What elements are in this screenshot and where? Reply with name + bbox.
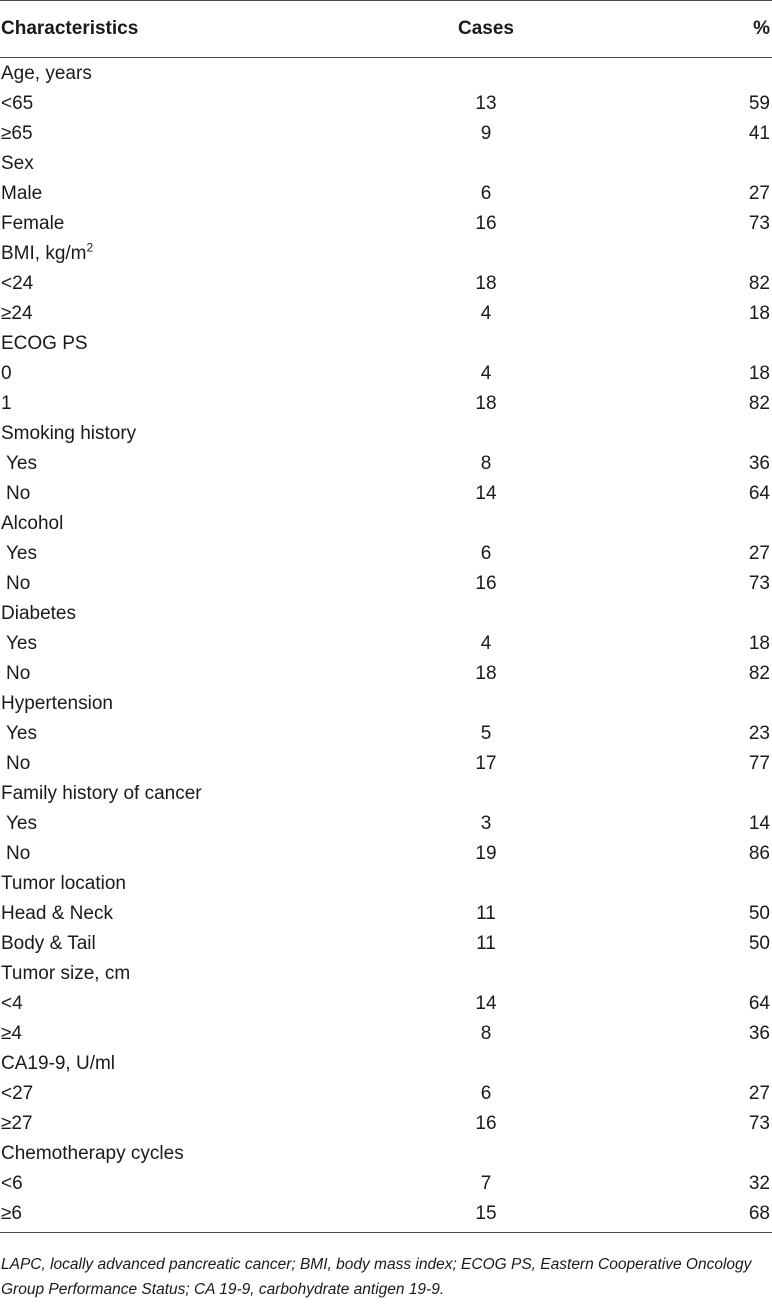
table-row bbox=[0, 689, 772, 719]
row-percent: 82 bbox=[748, 663, 770, 684]
row-label bbox=[6, 723, 37, 745]
row-label-text: <65 bbox=[1, 93, 34, 114]
row-label bbox=[1, 213, 64, 235]
row-label-text: Body & Tail bbox=[1, 933, 96, 954]
row-label bbox=[1, 1053, 115, 1075]
row-label-text: Yes bbox=[6, 633, 37, 654]
table-row bbox=[0, 269, 772, 299]
row-label bbox=[1, 993, 23, 1015]
row-cases: 18 bbox=[475, 273, 497, 294]
table-row bbox=[0, 1049, 772, 1079]
row-percent: 18 bbox=[748, 363, 770, 384]
row-label-text: No bbox=[6, 573, 31, 594]
row-cases: 7 bbox=[480, 1173, 492, 1194]
row-percent: 41 bbox=[748, 123, 770, 144]
row-label-text: <24 bbox=[1, 273, 34, 294]
row-label-text: Chemotherapy cycles bbox=[1, 1143, 184, 1164]
table-bottom-rule bbox=[0, 1232, 772, 1233]
row-label-text: <27 bbox=[1, 1083, 34, 1104]
row-label bbox=[1, 333, 88, 355]
row-label bbox=[6, 453, 37, 475]
row-percent: 73 bbox=[748, 573, 770, 594]
row-label-text: Tumor size, cm bbox=[1, 963, 131, 984]
row-label-text: No bbox=[6, 843, 31, 864]
row-label bbox=[1, 63, 92, 85]
row-cases: 16 bbox=[475, 573, 497, 594]
row-percent: 50 bbox=[748, 903, 770, 924]
row-cases: 8 bbox=[480, 453, 492, 474]
table-row bbox=[0, 1169, 772, 1199]
row-percent: 27 bbox=[748, 543, 770, 564]
row-label bbox=[6, 483, 30, 505]
row-percent: 18 bbox=[748, 303, 770, 324]
row-label-text: <6 bbox=[1, 1173, 23, 1194]
table-row bbox=[0, 659, 772, 689]
row-label bbox=[6, 573, 30, 595]
row-label bbox=[6, 813, 37, 835]
row-label-text: <4 bbox=[1, 993, 23, 1014]
row-label-text: Head & Neck bbox=[1, 903, 113, 924]
table-row bbox=[0, 509, 772, 539]
row-label bbox=[1, 603, 76, 625]
row-label-text: Male bbox=[1, 183, 43, 204]
table-row bbox=[0, 959, 772, 989]
row-cases: 18 bbox=[475, 393, 497, 414]
row-percent: 64 bbox=[748, 993, 770, 1014]
table-row bbox=[0, 1199, 772, 1229]
row-label bbox=[1, 873, 126, 895]
table-row bbox=[0, 1139, 772, 1169]
table-row bbox=[0, 119, 772, 149]
row-label-text: ≥65 bbox=[1, 123, 33, 144]
table-footnote: LAPC, locally advanced pancreatic cancer; BMI, body mass index; ECOG PS, Eastern Cooperative Oncology Group Performance Status; CA 19-9, carbohydrate antigen 19-9. bbox=[1, 1256, 752, 1298]
header-percent: % bbox=[753, 18, 770, 39]
row-label-text: Female bbox=[1, 213, 65, 234]
row-label bbox=[1, 1173, 23, 1195]
row-label bbox=[6, 543, 37, 565]
row-cases: 14 bbox=[475, 993, 497, 1014]
row-label bbox=[1, 903, 113, 925]
table-row bbox=[0, 569, 772, 599]
row-percent: 27 bbox=[748, 1083, 770, 1104]
row-cases: 17 bbox=[475, 753, 497, 774]
row-label bbox=[1, 1113, 33, 1135]
table-row bbox=[0, 419, 772, 449]
table-row bbox=[0, 1019, 772, 1049]
table-row bbox=[0, 209, 772, 239]
row-label bbox=[1, 1083, 33, 1105]
row-percent: 50 bbox=[748, 933, 770, 954]
row-label-text: ≥27 bbox=[1, 1113, 33, 1134]
row-label-text: ≥24 bbox=[1, 303, 33, 324]
row-label-text: 1 bbox=[1, 393, 12, 414]
row-label bbox=[1, 933, 96, 955]
row-percent: 23 bbox=[748, 723, 770, 744]
row-label-text: Yes bbox=[6, 453, 37, 474]
row-label-text: No bbox=[6, 483, 31, 504]
row-percent: 27 bbox=[748, 183, 770, 204]
row-percent: 82 bbox=[748, 393, 770, 414]
table-row bbox=[0, 899, 772, 929]
table-row bbox=[0, 539, 772, 569]
row-label-text: Sex bbox=[1, 153, 34, 174]
row-cases: 5 bbox=[480, 723, 492, 744]
table-row bbox=[0, 989, 772, 1019]
table-row bbox=[0, 329, 772, 359]
row-label bbox=[1, 393, 12, 415]
row-label-text: BMI, kg/m bbox=[1, 243, 87, 264]
table-row bbox=[0, 179, 772, 209]
row-cases: 6 bbox=[480, 183, 492, 204]
row-label-text: Family history of cancer bbox=[1, 783, 202, 804]
row-label bbox=[6, 753, 30, 775]
row-label bbox=[1, 963, 130, 985]
row-label bbox=[1, 153, 34, 175]
table-row bbox=[0, 839, 772, 869]
row-label-text: Yes bbox=[6, 543, 37, 564]
row-cases: 15 bbox=[475, 1203, 497, 1224]
row-cases: 3 bbox=[480, 813, 492, 834]
row-label-text: Alcohol bbox=[1, 513, 64, 534]
row-percent: 32 bbox=[748, 1173, 770, 1194]
table-row bbox=[0, 809, 772, 839]
row-label-text: Smoking history bbox=[1, 423, 137, 444]
row-label-text: Hypertension bbox=[1, 693, 113, 714]
table-row bbox=[0, 719, 772, 749]
row-cases: 4 bbox=[480, 633, 492, 654]
row-cases: 16 bbox=[475, 1113, 497, 1134]
row-cases: 6 bbox=[480, 1083, 492, 1104]
row-label bbox=[1, 363, 12, 385]
row-label bbox=[1, 1023, 22, 1045]
row-label-text: Age, years bbox=[1, 63, 92, 84]
row-percent: 77 bbox=[748, 753, 770, 774]
row-percent: 68 bbox=[748, 1203, 770, 1224]
row-label bbox=[1, 1143, 184, 1165]
row-label-superscript: 2 bbox=[86, 240, 94, 255]
row-percent: 36 bbox=[748, 453, 770, 474]
row-label-text: CA19-9, U/ml bbox=[1, 1053, 116, 1074]
row-percent: 64 bbox=[748, 483, 770, 504]
row-label bbox=[1, 93, 33, 115]
row-percent: 59 bbox=[748, 93, 770, 114]
row-percent: 14 bbox=[748, 813, 770, 834]
table-row bbox=[0, 479, 772, 509]
row-percent: 82 bbox=[748, 273, 770, 294]
row-cases: 6 bbox=[480, 543, 492, 564]
row-label-text: No bbox=[6, 753, 31, 774]
row-percent: 86 bbox=[748, 843, 770, 864]
table-row bbox=[0, 749, 772, 779]
row-cases: 19 bbox=[475, 843, 497, 864]
row-cases: 11 bbox=[476, 903, 496, 924]
row-label bbox=[1, 1203, 22, 1225]
row-label bbox=[1, 303, 33, 325]
table-header-row bbox=[0, 1, 772, 57]
row-label-text: ≥4 bbox=[1, 1023, 22, 1044]
row-label-text: ECOG PS bbox=[1, 333, 88, 354]
row-cases: 9 bbox=[480, 123, 492, 144]
row-percent: 18 bbox=[748, 633, 770, 654]
row-cases: 8 bbox=[480, 1023, 492, 1044]
row-cases: 11 bbox=[476, 933, 496, 954]
row-cases: 14 bbox=[475, 483, 497, 504]
row-label bbox=[1, 123, 33, 145]
row-label bbox=[6, 843, 30, 865]
header-cases: Cases bbox=[458, 18, 514, 39]
row-label bbox=[1, 273, 33, 295]
header-characteristics: Characteristics bbox=[1, 18, 139, 39]
row-label bbox=[1, 423, 136, 445]
row-cases: 4 bbox=[480, 303, 492, 324]
row-cases: 16 bbox=[475, 213, 497, 234]
row-label-text: Diabetes bbox=[1, 603, 76, 624]
row-label bbox=[1, 693, 113, 715]
row-cases: 4 bbox=[480, 363, 492, 384]
table-row bbox=[0, 629, 772, 659]
table-row bbox=[0, 239, 772, 269]
row-label-text: 0 bbox=[1, 363, 12, 384]
row-percent: 73 bbox=[748, 1113, 770, 1134]
table-body bbox=[0, 58, 772, 1229]
table-row bbox=[0, 89, 772, 119]
row-percent: 73 bbox=[748, 213, 770, 234]
table-row bbox=[0, 389, 772, 419]
table-row bbox=[0, 359, 772, 389]
table-row bbox=[0, 779, 772, 809]
row-label bbox=[1, 183, 42, 205]
table-row bbox=[0, 869, 772, 899]
row-label bbox=[6, 663, 30, 685]
row-cases: 18 bbox=[475, 663, 497, 684]
row-label bbox=[1, 240, 94, 265]
row-label-text: Yes bbox=[6, 813, 37, 834]
table-row bbox=[0, 929, 772, 959]
table-row bbox=[0, 149, 772, 179]
row-label bbox=[6, 633, 37, 655]
table-row bbox=[0, 599, 772, 629]
row-label-text: Yes bbox=[6, 723, 37, 744]
table-row bbox=[0, 1109, 772, 1139]
row-label-text: No bbox=[6, 663, 31, 684]
row-percent: 36 bbox=[748, 1023, 770, 1044]
table-row bbox=[0, 449, 772, 479]
row-label bbox=[1, 783, 202, 805]
row-label bbox=[1, 513, 63, 535]
row-label-text: Tumor location bbox=[1, 873, 126, 894]
table-row bbox=[0, 1079, 772, 1109]
row-label-text: ≥6 bbox=[1, 1203, 22, 1224]
table-row bbox=[0, 59, 772, 89]
row-cases: 13 bbox=[475, 93, 497, 114]
table-row bbox=[0, 299, 772, 329]
